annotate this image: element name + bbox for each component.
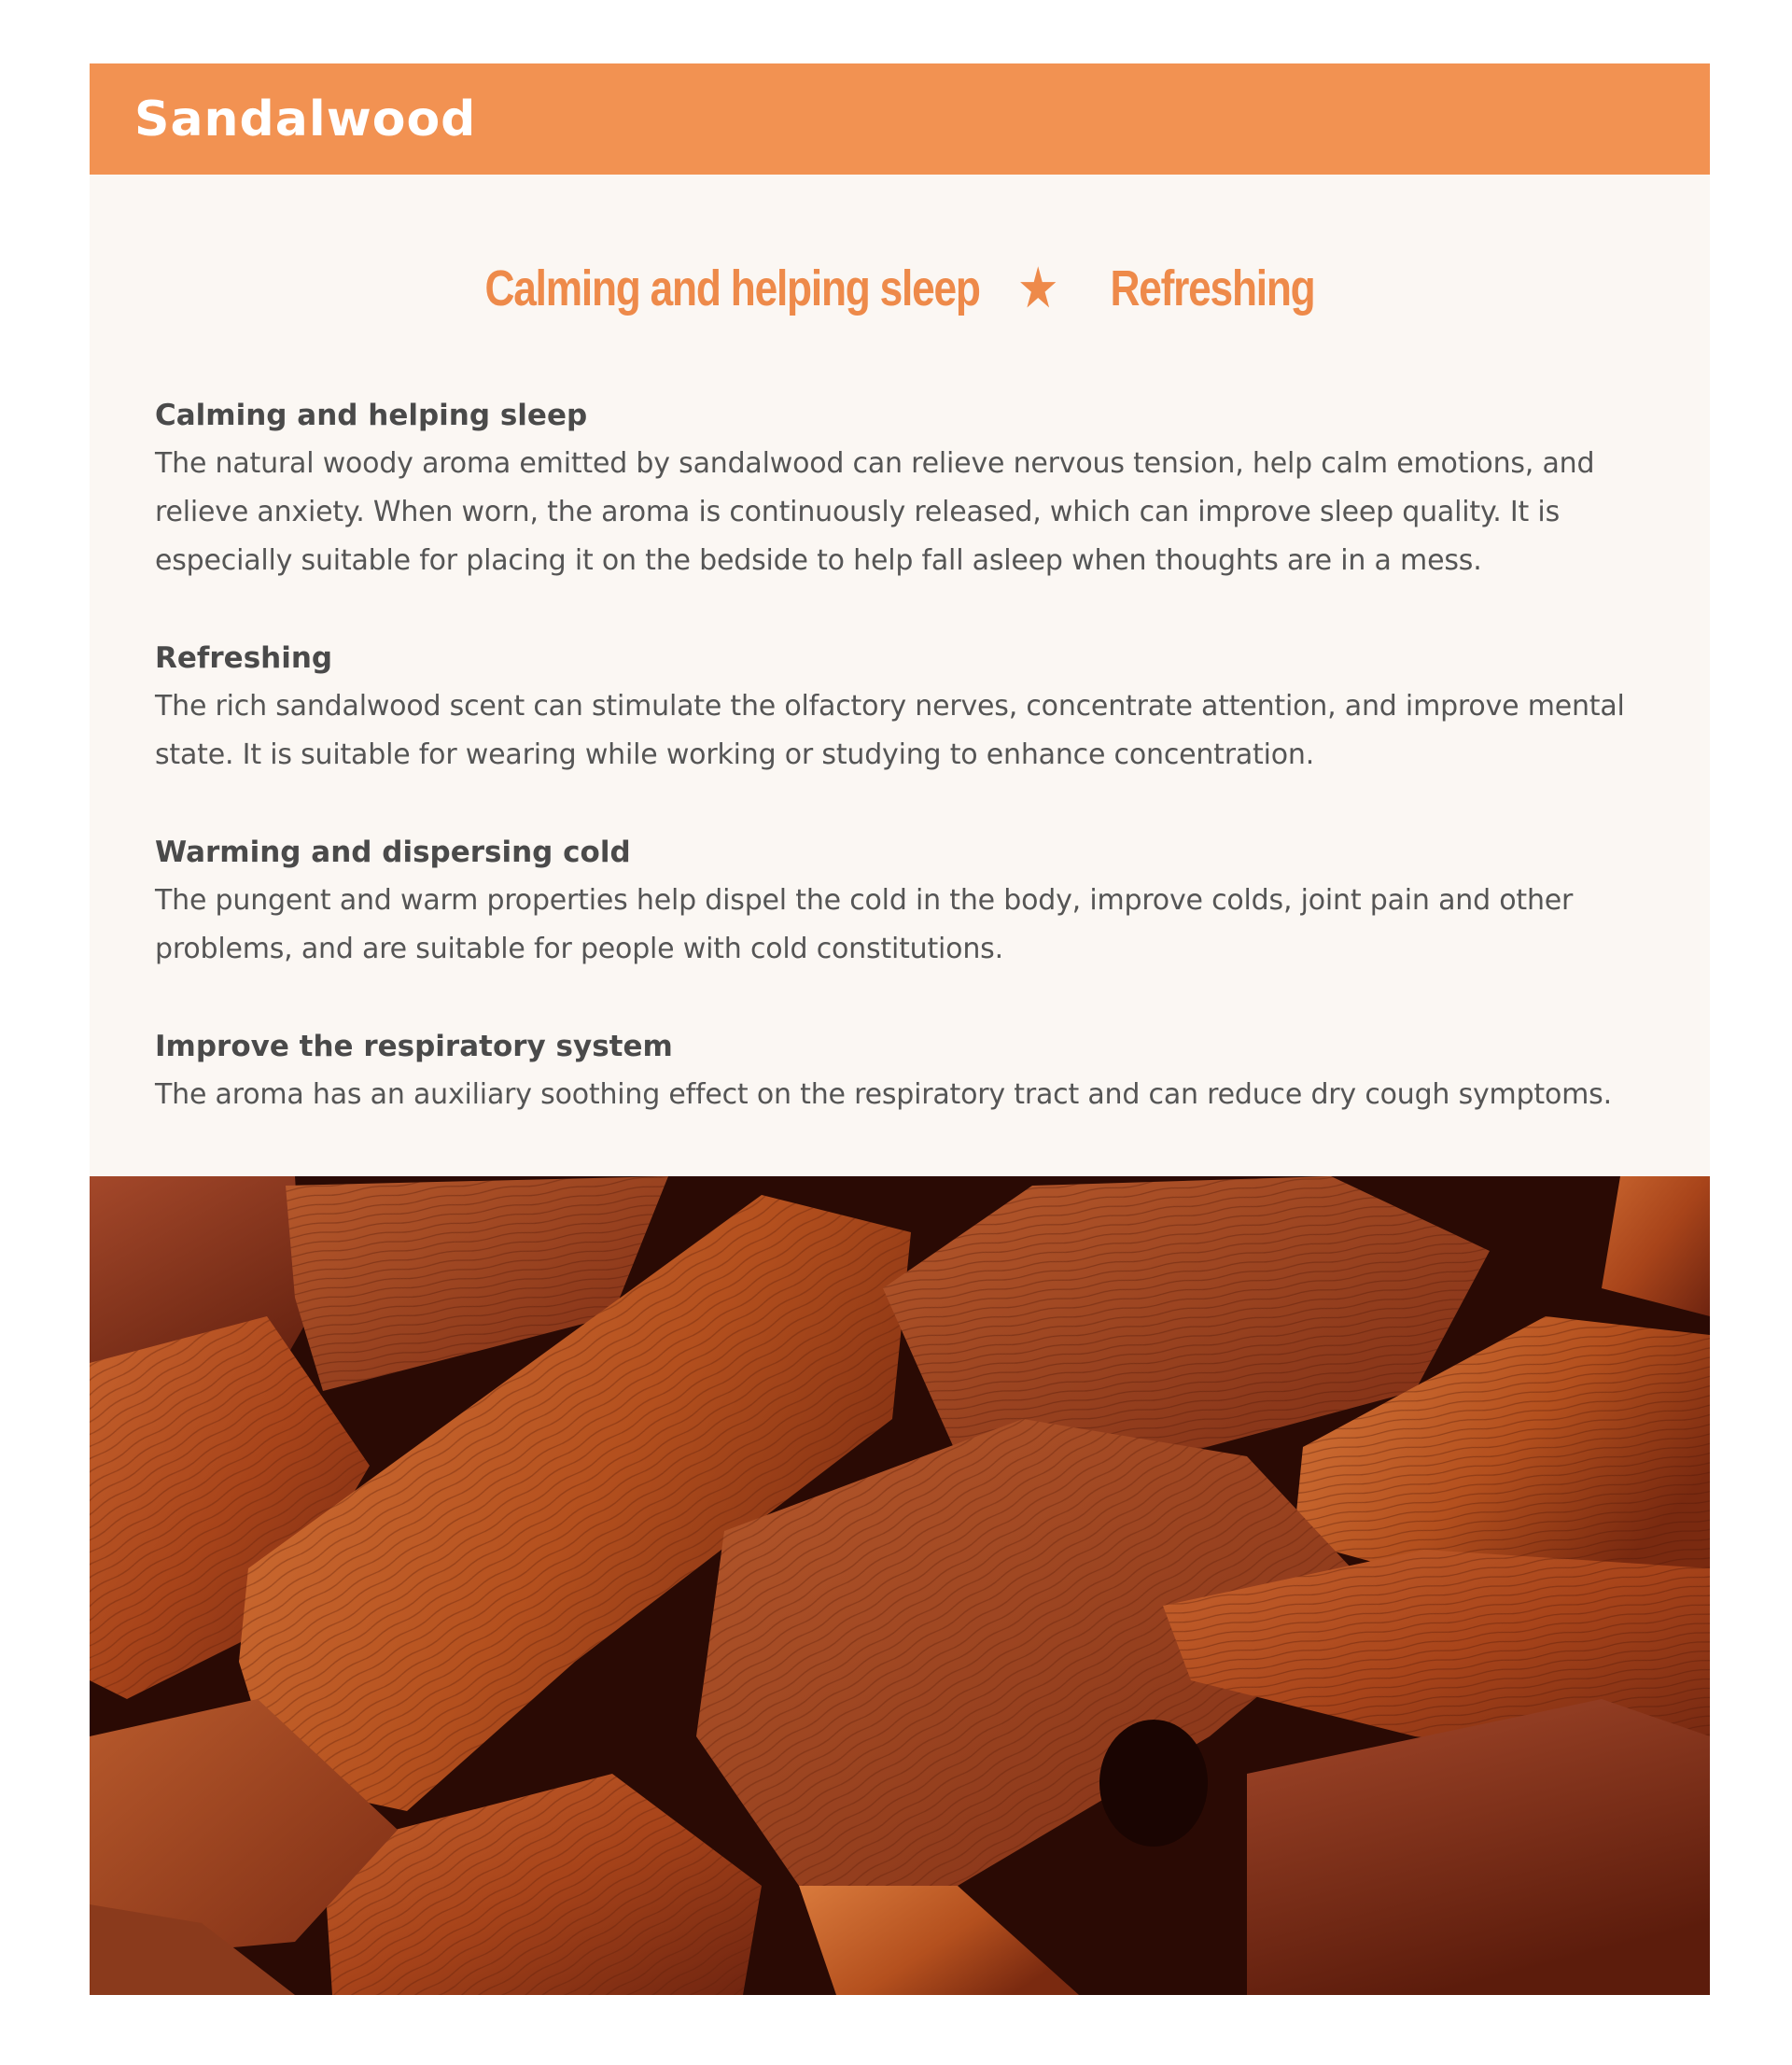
benefit-description: The pungent and warm properties help dispel the cold in the body, improve colds, joint pain and other problems, and are suitable for people with cold constitutions.	[155, 884, 1574, 965]
page-title: Sandalwood	[134, 91, 477, 148]
sandalwood-photo	[90, 1176, 1710, 1995]
benefit-description: The rich sandalwood scent can stimulate the olfactory nerves, concentrate attention, and improve mental state. It is suitable for wearing while working or studying to enhance concentration.	[155, 690, 1625, 771]
benefit-title: Warming and dispersing cold	[155, 836, 631, 869]
benefit-description: The aroma has an auxiliary soothing effect on the respiratory tract and can reduce dry cough symptoms.	[155, 1078, 1612, 1111]
benefit-description: The natural woody aroma emitted by sandalwood can relieve nervous tension, help calm emotions, and relieve anxiety. When worn, the aroma is continuously released, which can improve sleep quality. It is especially suitable for placing it on the bedside to help fall asleep when thoughts are in a mess.	[155, 447, 1595, 577]
benefit-item	[155, 391, 1648, 585]
tagline	[235, 259, 1564, 317]
benefit-list	[155, 391, 1648, 1168]
description-panel	[90, 175, 1710, 1176]
header-bar	[90, 63, 1710, 175]
benefit-item	[155, 634, 1648, 780]
star-icon: ★	[1019, 260, 1057, 316]
tagline-left: Calming and helping sleep	[484, 260, 980, 316]
benefit-item	[155, 828, 1648, 974]
product-card	[90, 63, 1710, 1995]
benefit-title: Refreshing	[155, 641, 333, 675]
tagline-right: Refreshing	[1110, 260, 1315, 316]
benefit-title: Calming and helping sleep	[155, 399, 588, 432]
benefit-item	[155, 1022, 1648, 1119]
benefit-title: Improve the respiratory system	[155, 1030, 673, 1063]
